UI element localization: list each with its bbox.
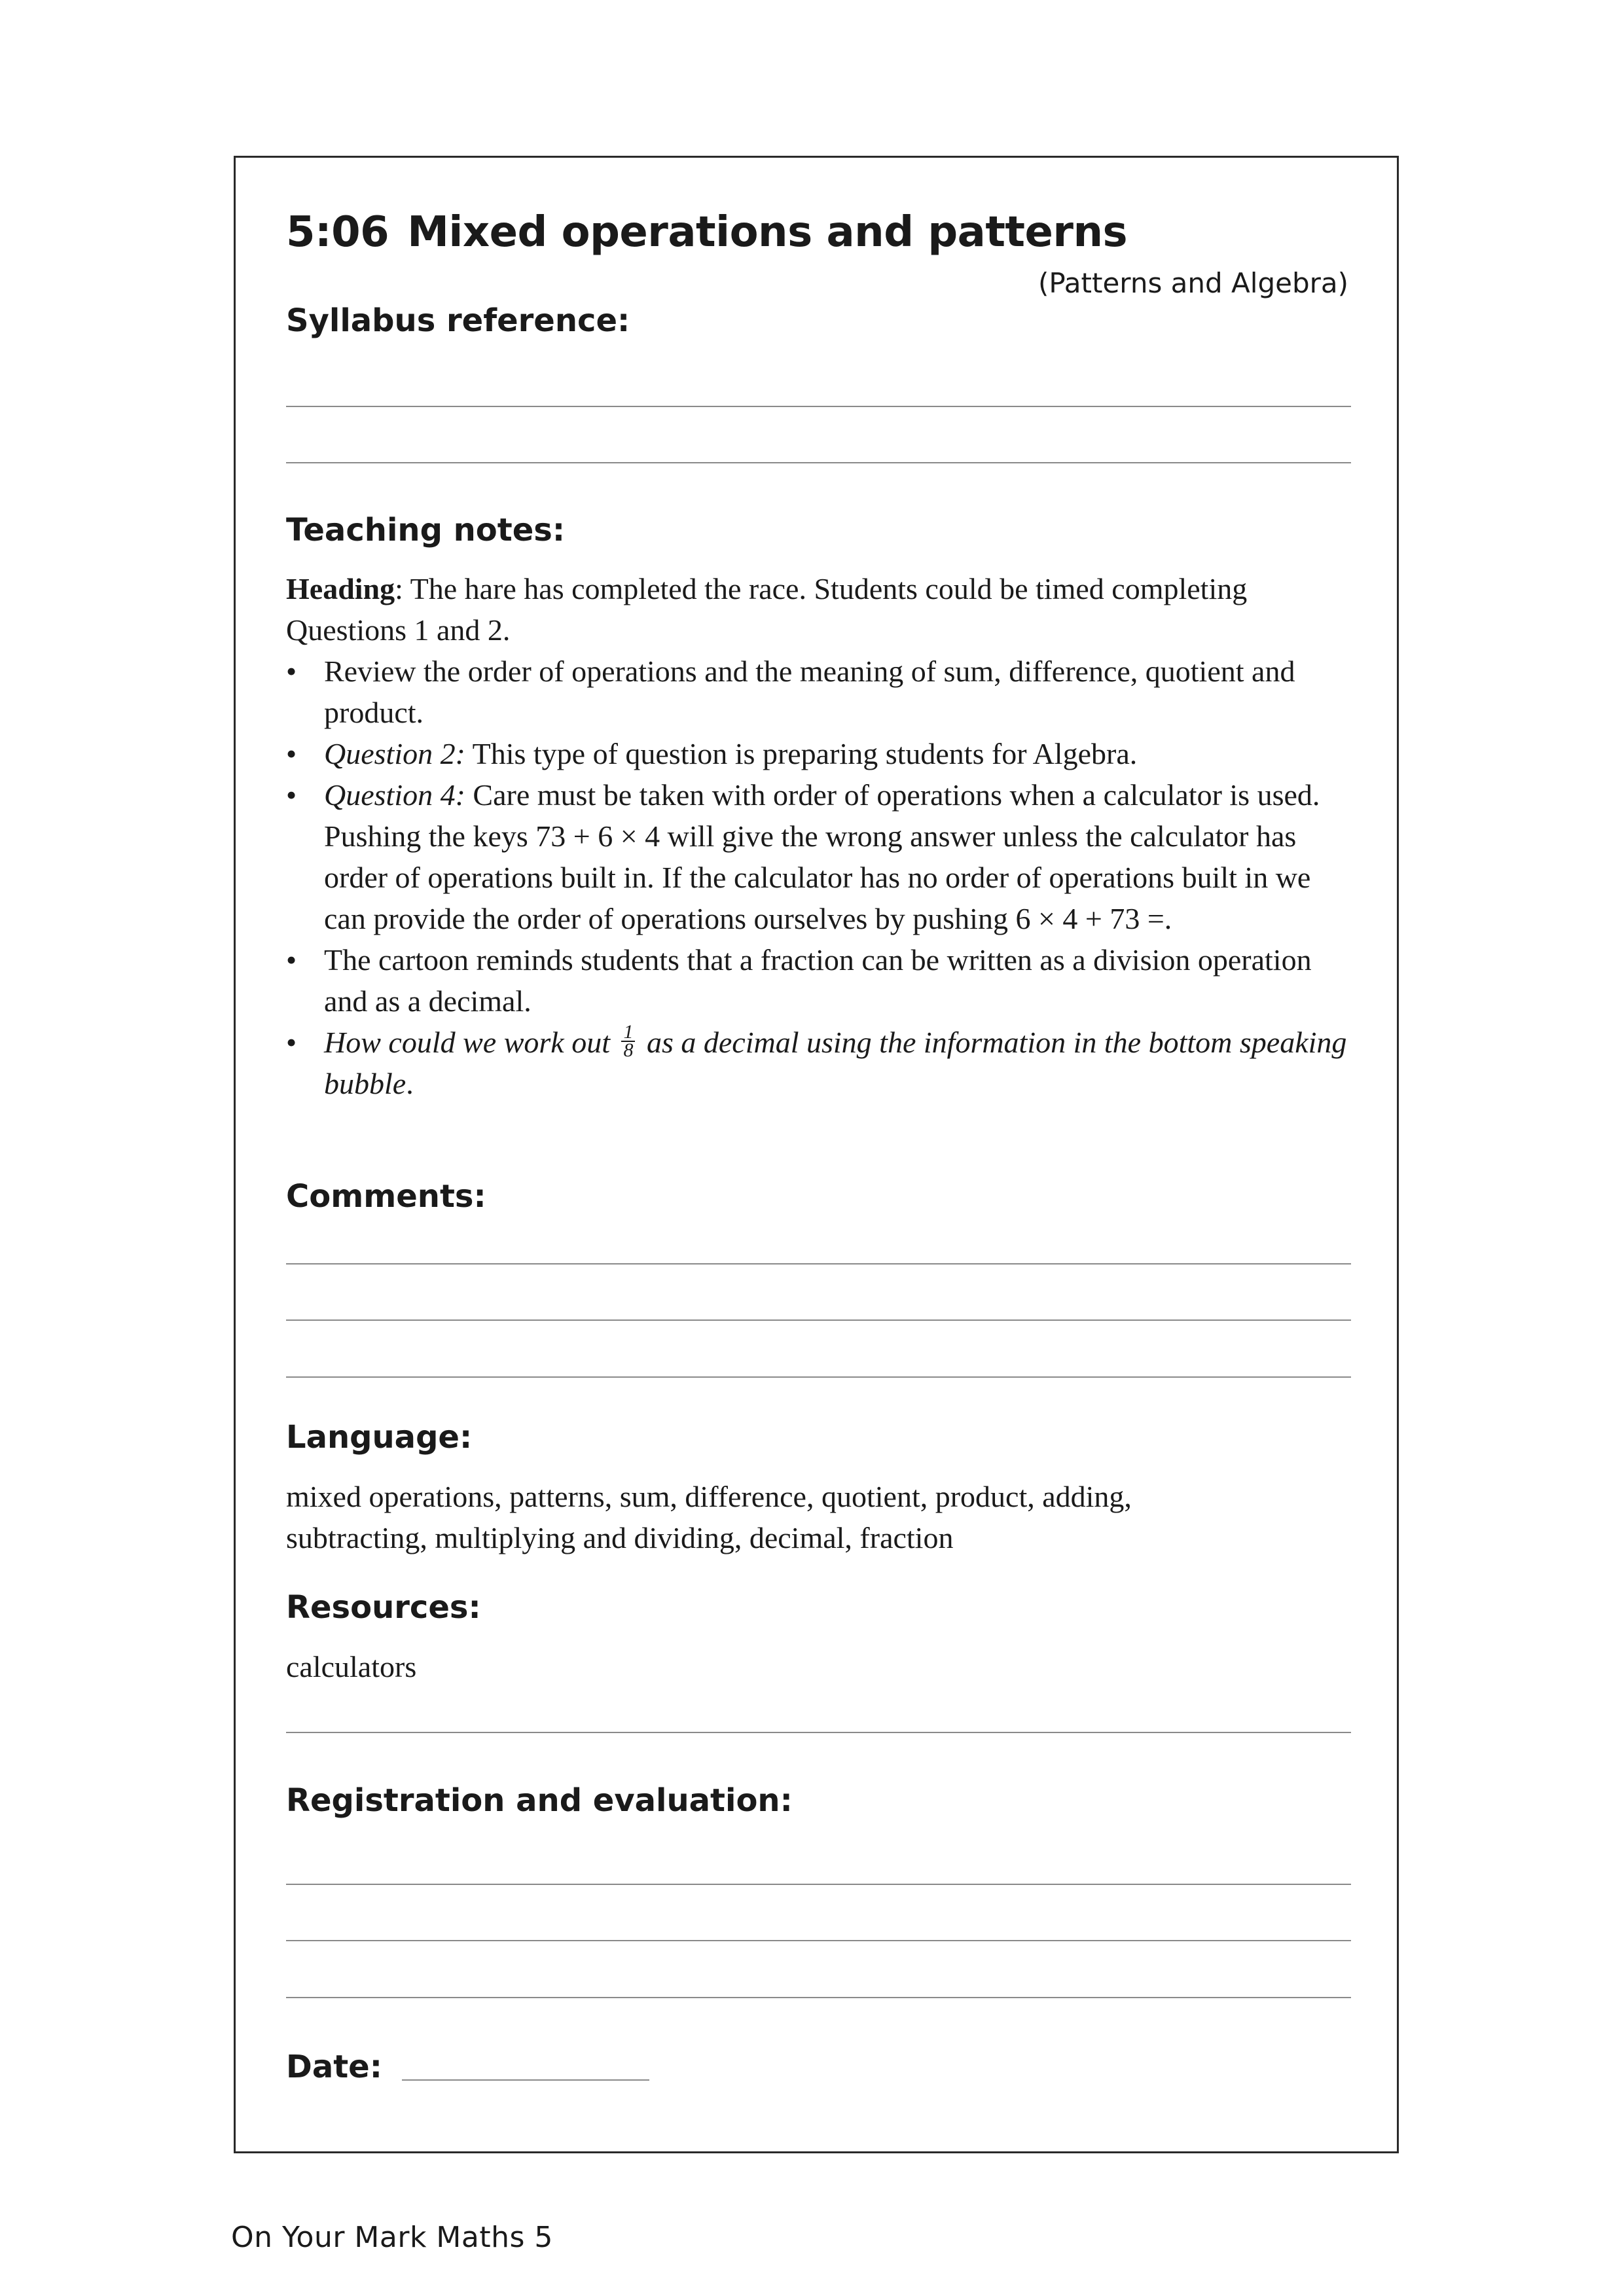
bullet: • — [286, 778, 297, 812]
resources-text: calculators — [286, 1650, 417, 1683]
registration-line-2[interactable] — [286, 1940, 1351, 1941]
lesson-number: 5:06 — [286, 208, 389, 257]
fraction-denominator: 8 — [623, 1039, 634, 1061]
bullet-italic: Question 2: — [324, 737, 465, 770]
list-item — [286, 733, 1360, 774]
intro-bold: Heading — [286, 572, 395, 605]
bullet: • — [286, 655, 297, 688]
question-end: . — [406, 1067, 414, 1100]
bullet: • — [286, 737, 297, 770]
comments-heading: Comments: — [286, 1178, 486, 1215]
teaching-notes-intro — [286, 568, 1360, 651]
language-text: mixed operations, patterns, sum, difference, quotient, product, adding, subtracting, multiplying and dividing, decimal, fraction — [286, 1480, 1132, 1554]
language-heading: Language: — [286, 1419, 473, 1456]
teaching-notes-list — [286, 651, 1360, 1104]
registration-line-3[interactable] — [286, 1997, 1351, 1998]
list-item — [286, 651, 1360, 733]
question-before: How could we work out — [324, 1026, 618, 1059]
page-frame — [234, 156, 1399, 2153]
date-label: Date: — [286, 2049, 382, 2085]
fraction-one-eighth — [621, 1021, 635, 1061]
bullet-text: This type of question is preparing students for Algebra. — [465, 737, 1138, 770]
comments-line-3[interactable] — [286, 1376, 1351, 1378]
lesson-title — [286, 208, 1127, 257]
bullet: • — [286, 943, 297, 977]
footer-text: On Your Mark Maths 5 — [231, 2221, 553, 2254]
bullet-text: Review the order of operations and the meaning of sum, difference, quotient and product. — [324, 655, 1295, 729]
lesson-title-text: Mixed operations and patterns — [407, 208, 1128, 257]
syllabus-line-1[interactable] — [286, 406, 1351, 407]
list-item — [286, 1022, 1360, 1104]
comments-line-2[interactable] — [286, 1319, 1351, 1321]
list-item — [286, 939, 1360, 1022]
question-after: as a decimal using the information in the bottom speaking bubble — [324, 1026, 1347, 1100]
teaching-notes-body — [286, 568, 1360, 1104]
bullet-text: Care must be taken with order of operations when a calculator is used. Pushing the keys 73 + 6 × 4 will give the wrong answer unless the calculator has order of operations built in. If the calculator has no order of operations built in we can provide the order of operations ourselves by pushing 6 × 4 + 73 =. — [324, 778, 1320, 935]
resources-heading: Resources: — [286, 1589, 481, 1626]
date-line[interactable] — [402, 2079, 649, 2081]
teaching-notes-heading: Teaching notes: — [286, 512, 566, 548]
fraction-numerator: 1 — [621, 1024, 635, 1042]
intro-text: : The hare has completed the race. Students could be timed completing Questions 1 and 2. — [286, 572, 1248, 647]
comments-line-1[interactable] — [286, 1263, 1351, 1265]
registration-line-1[interactable] — [286, 1884, 1351, 1885]
resources-line[interactable] — [286, 1732, 1351, 1733]
list-item — [286, 774, 1360, 939]
strand-label: (Patterns and Algebra) — [1038, 267, 1348, 299]
bullet-italic: Question 4: — [324, 778, 465, 812]
bullet: • — [286, 1026, 297, 1059]
bullet-text: The cartoon reminds students that a fraction can be written as a division operation and as a decimal. — [324, 943, 1312, 1018]
syllabus-heading: Syllabus reference: — [286, 302, 630, 339]
syllabus-line-2[interactable] — [286, 462, 1351, 463]
registration-heading: Registration and evaluation: — [286, 1782, 793, 1819]
